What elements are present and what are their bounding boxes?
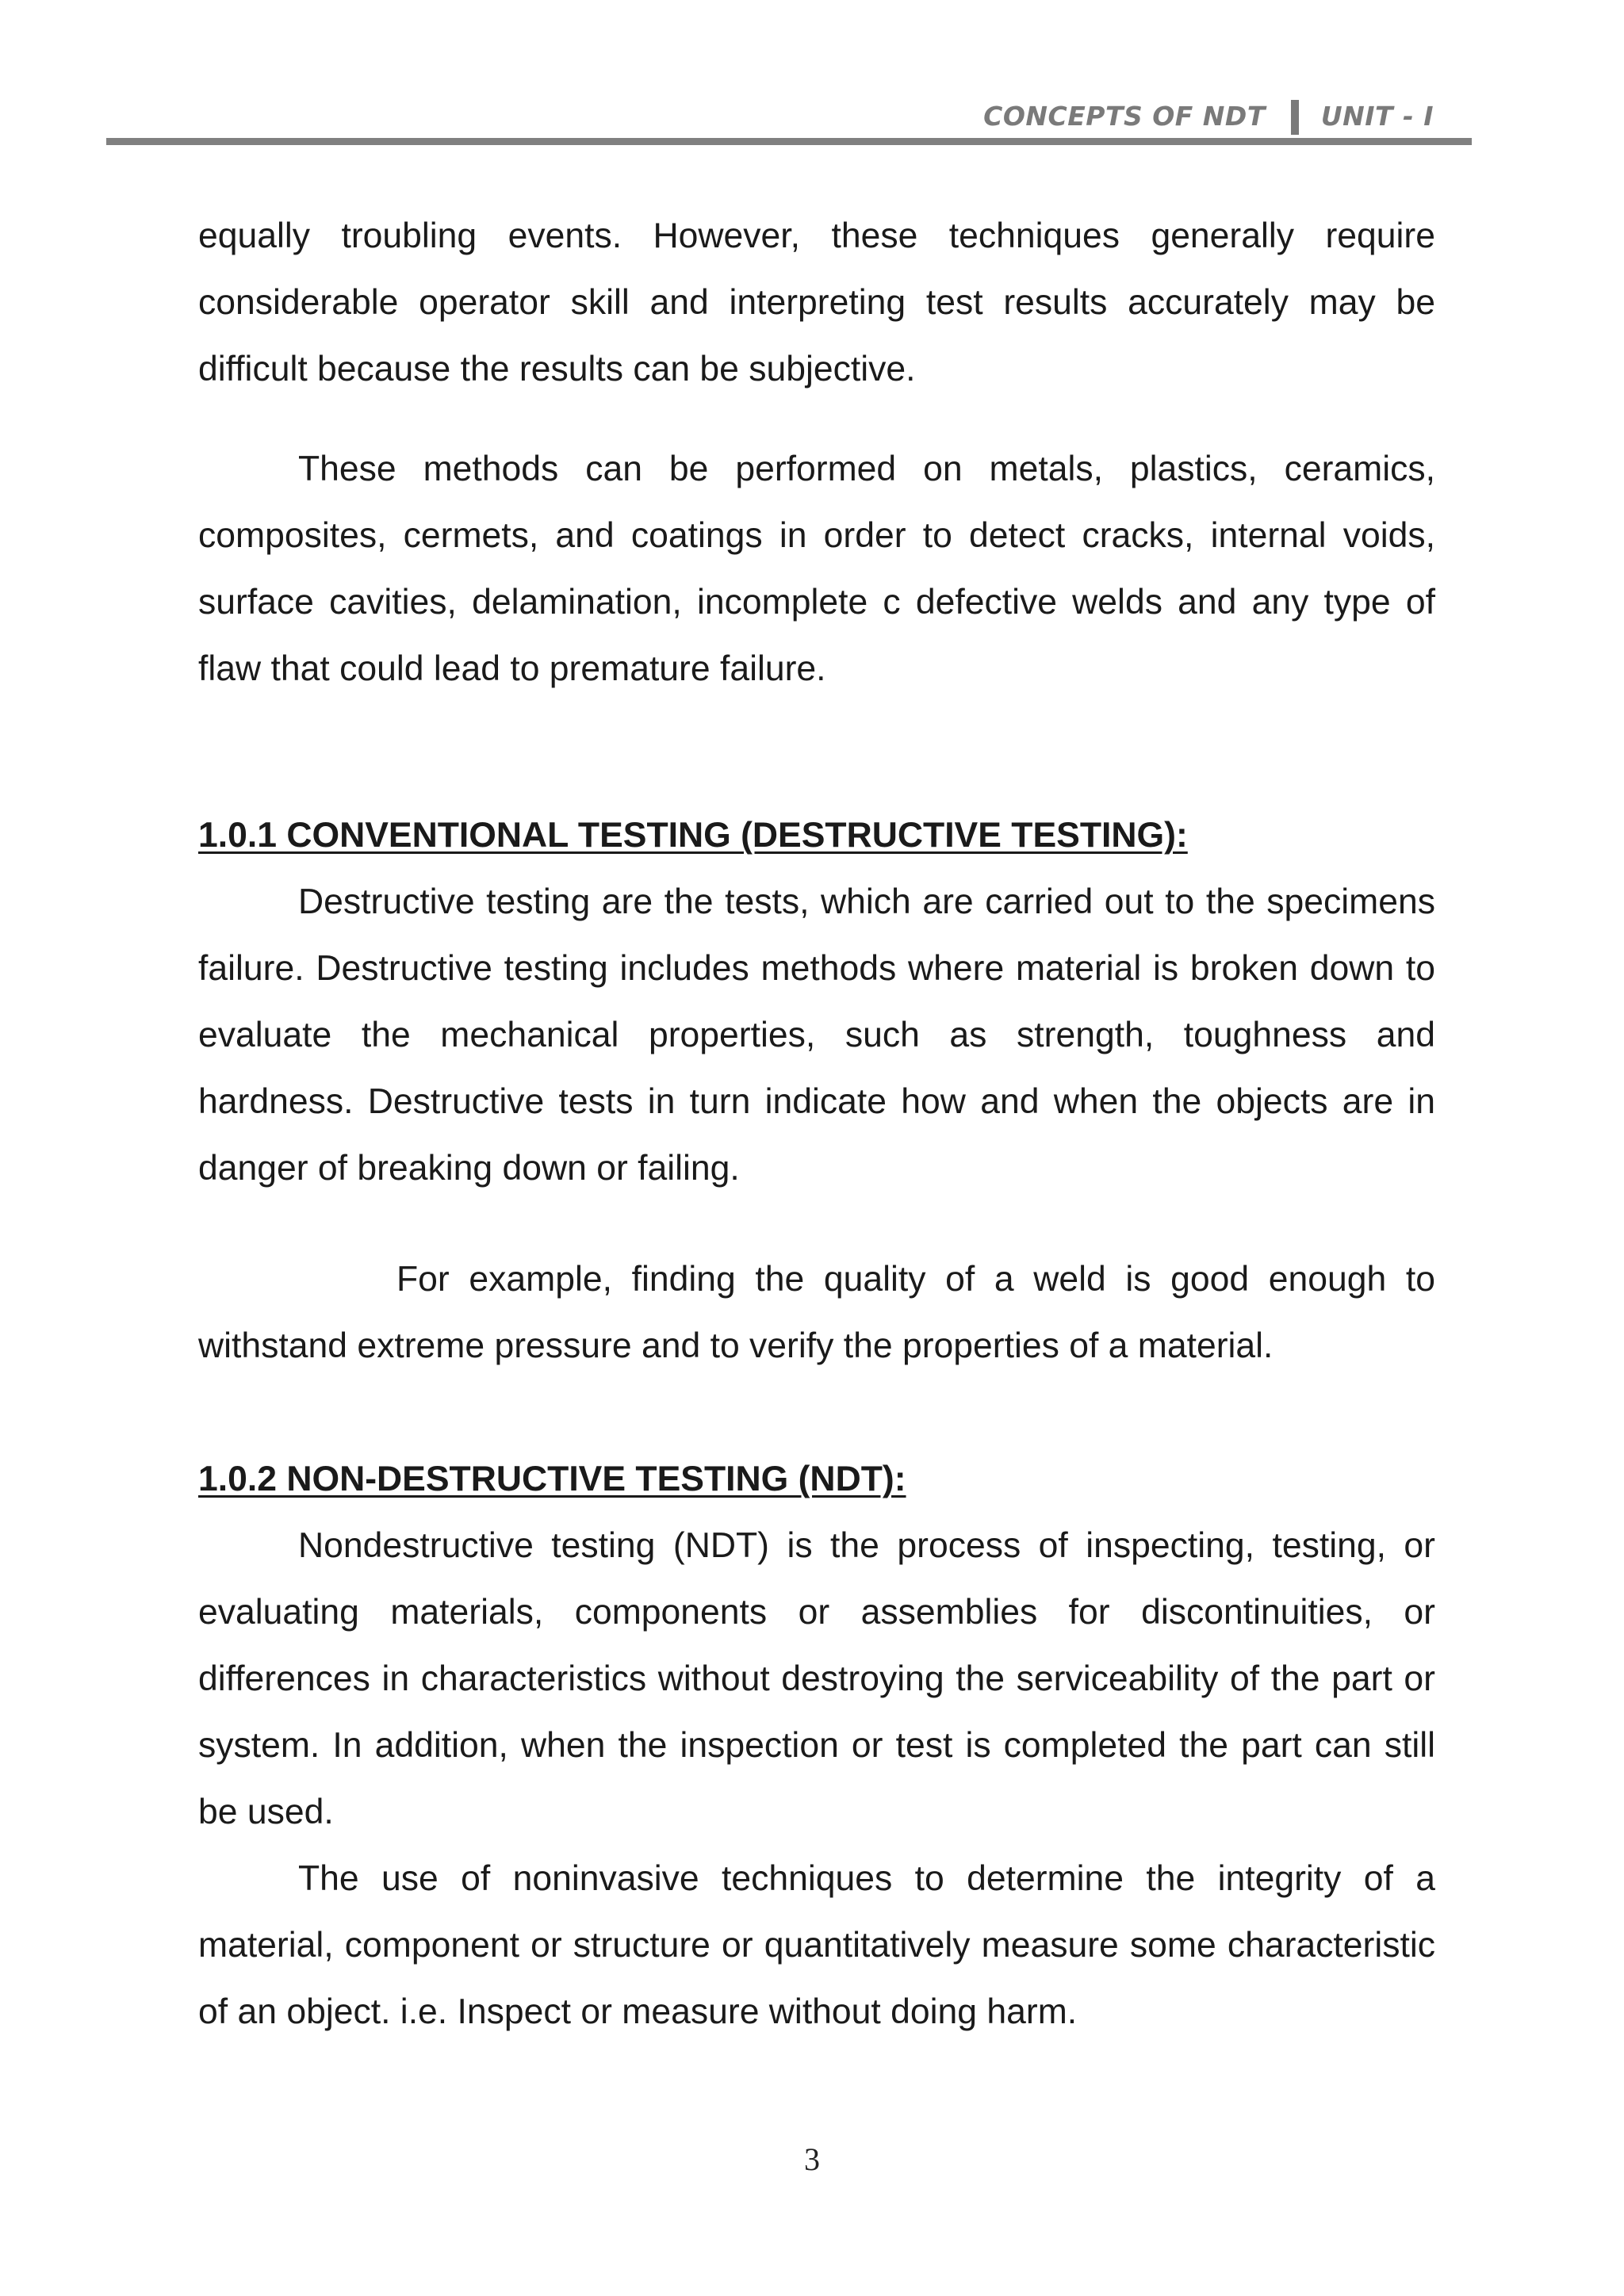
destructive-paragraph-2: For example, finding the quality of a weld is good enough to withstand extreme pressure and to verify the properties of a material.	[198, 1260, 1435, 1365]
page-header	[106, 94, 1472, 143]
header-unit-label: UNIT - I	[1320, 100, 1434, 132]
header-chapter-title: CONCEPTS OF NDT	[983, 100, 1266, 132]
page-body	[198, 203, 1435, 2045]
ndt-paragraph-1: Nondestructive testing (NDT) is the process of inspecting, testing, or evaluating materials, components or assemblies for discontinuities, or differences in characteristics without destroying the serviceability of the part or system. In addition, when the inspection or test is completed the part can still be used.	[198, 1526, 1435, 1831]
header-separator	[1291, 100, 1299, 135]
destructive-paragraph-1: Destructive testing are the tests, which are carried out to the specimens failure. Destructive testing includes methods where material is broken down to evaluate the mechanical properties, such as strength, toughness and hardness. Destructive tests in turn indicate how and when the objects are in danger of breaking down or failing.	[198, 882, 1435, 1188]
ndt-paragraph-2: The use of noninvasive techniques to determine the integrity of a material, component or structure or quantitatively measure some characteristic of an object. i.e. Inspect or measure without doing harm.	[198, 1859, 1435, 2031]
intro-paragraph-1: equally troubling events. However, these techniques generally require considerable operator skill and interpreting test results accurately may be difficult because the results can be subjective.	[198, 216, 1435, 388]
section-heading-ndt: 1.0.2 NON-DESTRUCTIVE TESTING (NDT):	[198, 1460, 906, 1498]
intro-paragraph-2: These methods can be performed on metals, plastics, ceramics, composites, cermets, and coatings in order to detect cracks, internal voids, surface cavities, delamination, incomplete c defective welds and any type of flaw that could lead to premature failure.	[198, 450, 1435, 688]
running-header	[983, 98, 1434, 133]
header-rule	[106, 138, 1472, 145]
page-number: 3	[804, 2141, 820, 2177]
section-heading-destructive: 1.0.1 CONVENTIONAL TESTING (DESTRUCTIVE TESTING):	[198, 816, 1188, 855]
